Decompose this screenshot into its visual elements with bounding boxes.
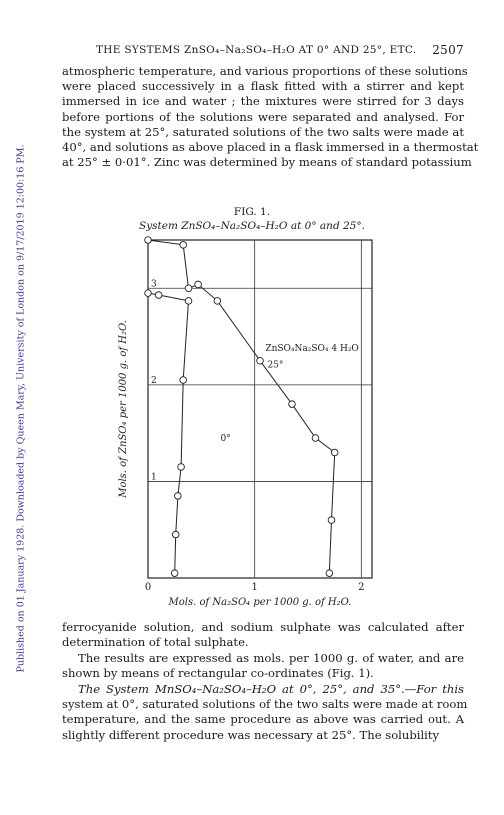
text-line: The results are expressed as mols. per 1000 g. of water, and are [78, 651, 464, 665]
text-line: temperature, and the same procedure as above was carried out. A [62, 712, 464, 727]
text-line: at 25° ± 0·01°. Zinc was determined by means of standard potassium [62, 155, 472, 170]
text-line: determination of total sulphate. [62, 635, 249, 650]
y-axis-label: Mols. of ZnSO₄ per 1000 g. of H₂O. [118, 320, 129, 498]
data-point [331, 449, 338, 456]
download-notice [6, 60, 27, 760]
y-tick-label: 1 [151, 472, 157, 483]
text-line: immersed in ice and water ; the mixtures were stirred for 3 days [62, 94, 464, 109]
figure-label: FIG. 1. [233, 206, 271, 218]
phase-diagram-chart [110, 232, 390, 614]
data-point [289, 401, 296, 408]
data-point [172, 531, 179, 538]
text-line: system at 0°, saturated solutions of the two salts were made at room [62, 697, 468, 712]
data-point [185, 285, 192, 292]
annotation-double-salt: ZnSO₄Na₂SO₄ 4 H₂O [265, 344, 359, 355]
annotation-0-degrees: 0° [220, 433, 231, 444]
text-line: shown by means of rectangular co-ordinates (Fig. 1). [62, 666, 374, 681]
running-head-title: THE SYSTEMS ZnSO₄–Na₂SO₄–H₂O AT 0° AND 25°, ETC. [96, 44, 417, 56]
data-point [328, 517, 335, 524]
data-point [180, 377, 187, 384]
download-notice-text: Published on 01 January 1928. Downloaded by Queen Mary, University of London on 9/17/2019 12:00:16 PM. [15, 144, 27, 673]
figure-caption: System ZnSO₄–Na₂SO₄–H₂O at 0° and 25°. [139, 220, 365, 232]
data-point [171, 570, 178, 577]
text-line: were placed successively in a flask fitted with a stirrer and kept [62, 79, 464, 94]
paragraph-2 [62, 620, 464, 650]
annotation-25-degrees: 25° [267, 360, 284, 371]
series-line-0c [148, 293, 189, 573]
data-point [257, 357, 264, 364]
y-tick-label: 3 [151, 279, 157, 290]
data-point [175, 493, 182, 500]
data-point [326, 570, 333, 577]
section-heading-line: The System MnSO₄–Na₂SO₄–H₂O at 0°, 25°, and 35°.—For this [78, 682, 464, 696]
running-head [62, 44, 464, 58]
x-tick-label: 0 [144, 582, 152, 593]
text-line: 40°, and solutions as above placed in a flask immersed in a thermostat [62, 140, 479, 155]
x-axis-label: Mols. of Na₂SO₄ per 1000 g. of H₂O. [168, 597, 352, 608]
data-point [178, 464, 185, 471]
plot-frame [148, 240, 372, 578]
data-point [195, 281, 202, 288]
y-tick-label: 2 [151, 375, 157, 386]
page-number: 2507 [432, 43, 464, 57]
data-point [180, 242, 187, 249]
data-point [214, 298, 221, 305]
text-line: the system at 25°, saturated solutions of the two salts were made at [62, 124, 464, 139]
data-point [312, 435, 319, 442]
x-tick-label: 1 [251, 582, 258, 593]
data-point [145, 290, 152, 297]
text-line: before portions of the solutions were separated and analysed. For [62, 109, 464, 124]
data-point [145, 237, 152, 244]
text-line: slightly different procedure was necessary at 25°. The solubility [62, 727, 440, 742]
data-point [155, 292, 162, 299]
text-line: ferrocyanide solution, and sodium sulphate was calculated after [62, 620, 464, 634]
text-line: atmospheric temperature, and various proportions of these solutions [62, 64, 468, 78]
paragraph-4 [62, 682, 468, 743]
x-tick-label: 2 [358, 582, 365, 593]
paragraph-1 [62, 64, 479, 170]
paragraph-3 [62, 651, 464, 681]
data-point [185, 298, 192, 305]
